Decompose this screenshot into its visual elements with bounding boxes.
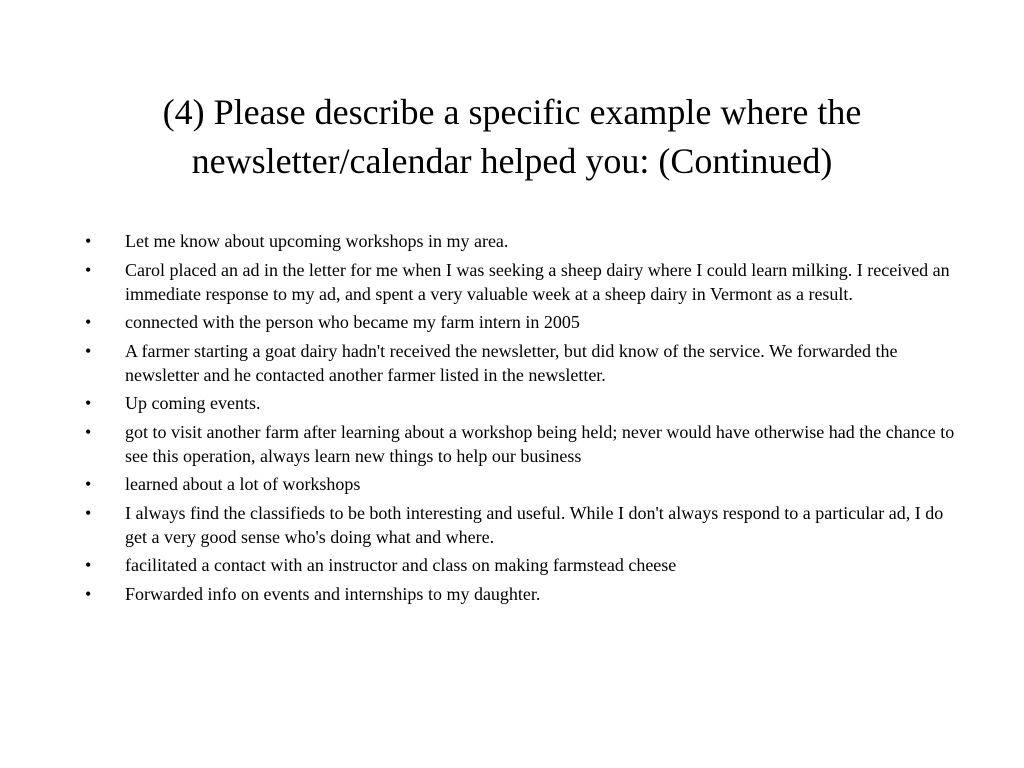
bullet-icon: • bbox=[85, 312, 92, 332]
list-item bbox=[85, 258, 955, 306]
bullet-icon: • bbox=[85, 340, 92, 361]
list-item-text: A farmer starting a goat dairy hadn't received the newsletter, but did know of the service. We forwarded the newsletter and he contacted another farmer listed in the newsletter. bbox=[125, 340, 898, 385]
slide-title: (4) Please describe a specific example where the newsletter/calendar helped you: (Continued) bbox=[162, 92, 862, 181]
bullet-icon: • bbox=[85, 555, 92, 575]
bullet-icon: • bbox=[85, 231, 92, 251]
bullet-list bbox=[85, 229, 955, 610]
bullet-icon: • bbox=[85, 502, 92, 523]
bullet-icon: • bbox=[85, 393, 92, 413]
list-item bbox=[85, 472, 955, 496]
list-item-text: got to visit another farm after learning about a workshop being held; never would have otherwise had the chance to see this operation, always learn new things to help our business bbox=[125, 421, 955, 466]
list-item-text: connected with the person who became my farm intern in 2005 bbox=[125, 312, 580, 332]
list-item-text: learned about a lot of workshops bbox=[125, 474, 361, 494]
list-item-text: Carol placed an ad in the letter for me when I was seeking a sheep dairy where I could learn milking. I received an immediate response to my ad, and spent a very valuable week at a sheep dairy in Vermont as a result. bbox=[125, 259, 950, 304]
bullet-icon: • bbox=[85, 421, 92, 442]
list-item-text: Up coming events. bbox=[125, 393, 261, 413]
list-item bbox=[85, 391, 955, 415]
list-item bbox=[85, 339, 955, 387]
list-item bbox=[85, 310, 955, 334]
list-item bbox=[85, 553, 955, 577]
bullet-icon: • bbox=[85, 583, 92, 604]
list-item-text: Forwarded info on events and internships to my daughter. bbox=[125, 583, 541, 604]
list-item-text: Let me know about upcoming workshops in my area. bbox=[125, 231, 509, 251]
list-item bbox=[85, 582, 955, 606]
list-item bbox=[85, 229, 955, 253]
bullet-icon: • bbox=[85, 474, 92, 494]
list-item bbox=[85, 420, 955, 468]
bullet-icon: • bbox=[85, 259, 92, 280]
list-item bbox=[85, 501, 955, 549]
list-item-text: facilitated a contact with an instructor and class on making farmstead cheese bbox=[125, 555, 677, 575]
list-item-text: I always find the classifieds to be both interesting and useful. While I don't always respond to a particular ad, I do get a very good sense who's doing what and where. bbox=[125, 502, 944, 547]
